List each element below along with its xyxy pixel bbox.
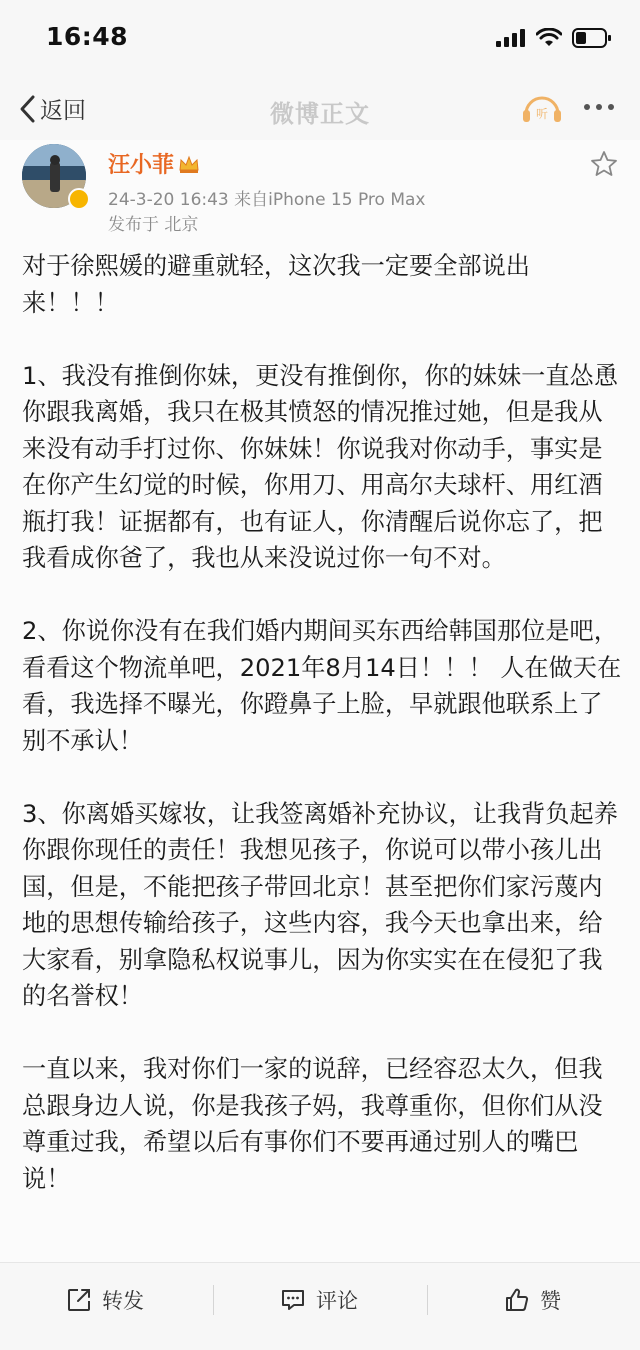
listen-button[interactable] <box>520 90 564 126</box>
repost-label: 转发 <box>102 1289 144 1313</box>
more-dot <box>584 104 590 110</box>
favorite-button[interactable] <box>590 150 618 182</box>
post-paragraph: 对于徐熙媛的避重就轻，这次我一定要全部说出来！！！ <box>22 252 530 317</box>
post-paragraph: 1、我没有推倒你妹，更没有推倒你，你的妹妹一直怂恿你跟我离婚，我只在极其愤怒的情况推过她，但是我从来没有动手打过你、你妹妹！你说我对你动手，事实是在你产生幻觉的时候，你用刀、用高尔夫球杆、用红酒瓶打我！证据都有，也有证人，你清醒后说你忘了，把我看成你爸了，我也从来没说过你一句不对。 <box>22 361 618 572</box>
svg-text:听: 听 <box>535 107 549 121</box>
more-button[interactable] <box>584 104 614 110</box>
more-dot <box>608 104 614 110</box>
star-icon <box>590 150 618 178</box>
comment-icon <box>280 1287 306 1313</box>
author-row <box>108 148 200 179</box>
post-location: 发布于 北京 <box>108 215 199 235</box>
page-title: 微博正文 <box>270 100 370 128</box>
status-bar <box>0 0 640 78</box>
author-name[interactable]: 汪小菲 <box>108 153 175 178</box>
status-time: 16:48 <box>46 22 129 51</box>
repost-button[interactable] <box>66 1285 144 1315</box>
post-paragraph: 2、你说你没有在我们婚内期间买东西给韩国那位是吧，看看这个物流单吧，2021年8月14日！！！ 人在做天在看，我选择不曝光，你蹬鼻子上脸，早就跟他联系上了别不承认！ <box>22 617 622 755</box>
action-divider <box>213 1285 214 1315</box>
crown-icon <box>178 154 200 174</box>
repost-icon <box>66 1287 92 1313</box>
battery-icon <box>572 28 612 48</box>
post-meta: 24-3-20 16:43 来自iPhone 15 Pro Max <box>108 190 426 210</box>
listen-icon <box>520 90 564 126</box>
action-bar <box>0 1262 640 1350</box>
verified-badge-icon <box>68 188 90 210</box>
back-label: 返回 <box>40 98 86 124</box>
action-divider <box>427 1285 428 1315</box>
nav-bar <box>0 78 640 140</box>
comment-label: 评论 <box>316 1289 358 1313</box>
post-card <box>0 140 640 1262</box>
signal-icon <box>496 29 526 47</box>
thumbs-up-icon <box>504 1287 530 1313</box>
like-button[interactable] <box>504 1285 561 1315</box>
post-paragraph: 一直以来，我对你们一家的说辞，已经容忍太久，但我总跟身边人说，你是我孩子妈，我尊重你，但你们从没尊重过我，希望以后有事你们不要再通过别人的嘴巴说！ <box>22 1055 603 1193</box>
status-icons <box>496 28 612 48</box>
wifi-icon <box>536 28 562 48</box>
more-dot <box>596 104 602 110</box>
like-label: 赞 <box>540 1289 561 1313</box>
post-paragraph: 3、你离婚买嫁妆，让我签离婚补充协议，让我背负起养你跟你现任的责任！我想见孩子，你说可以带小孩儿出国，但是，不能把孩子带回北京！甚至把你们家污蔑内地的思想传输给孩子，这些内容，我今天也拿出来，给大家看，别拿隐私权说事儿，因为你实实在在侵犯了我的名誉权！ <box>22 799 618 1010</box>
post-content <box>22 248 622 1197</box>
comment-button[interactable] <box>280 1285 358 1315</box>
